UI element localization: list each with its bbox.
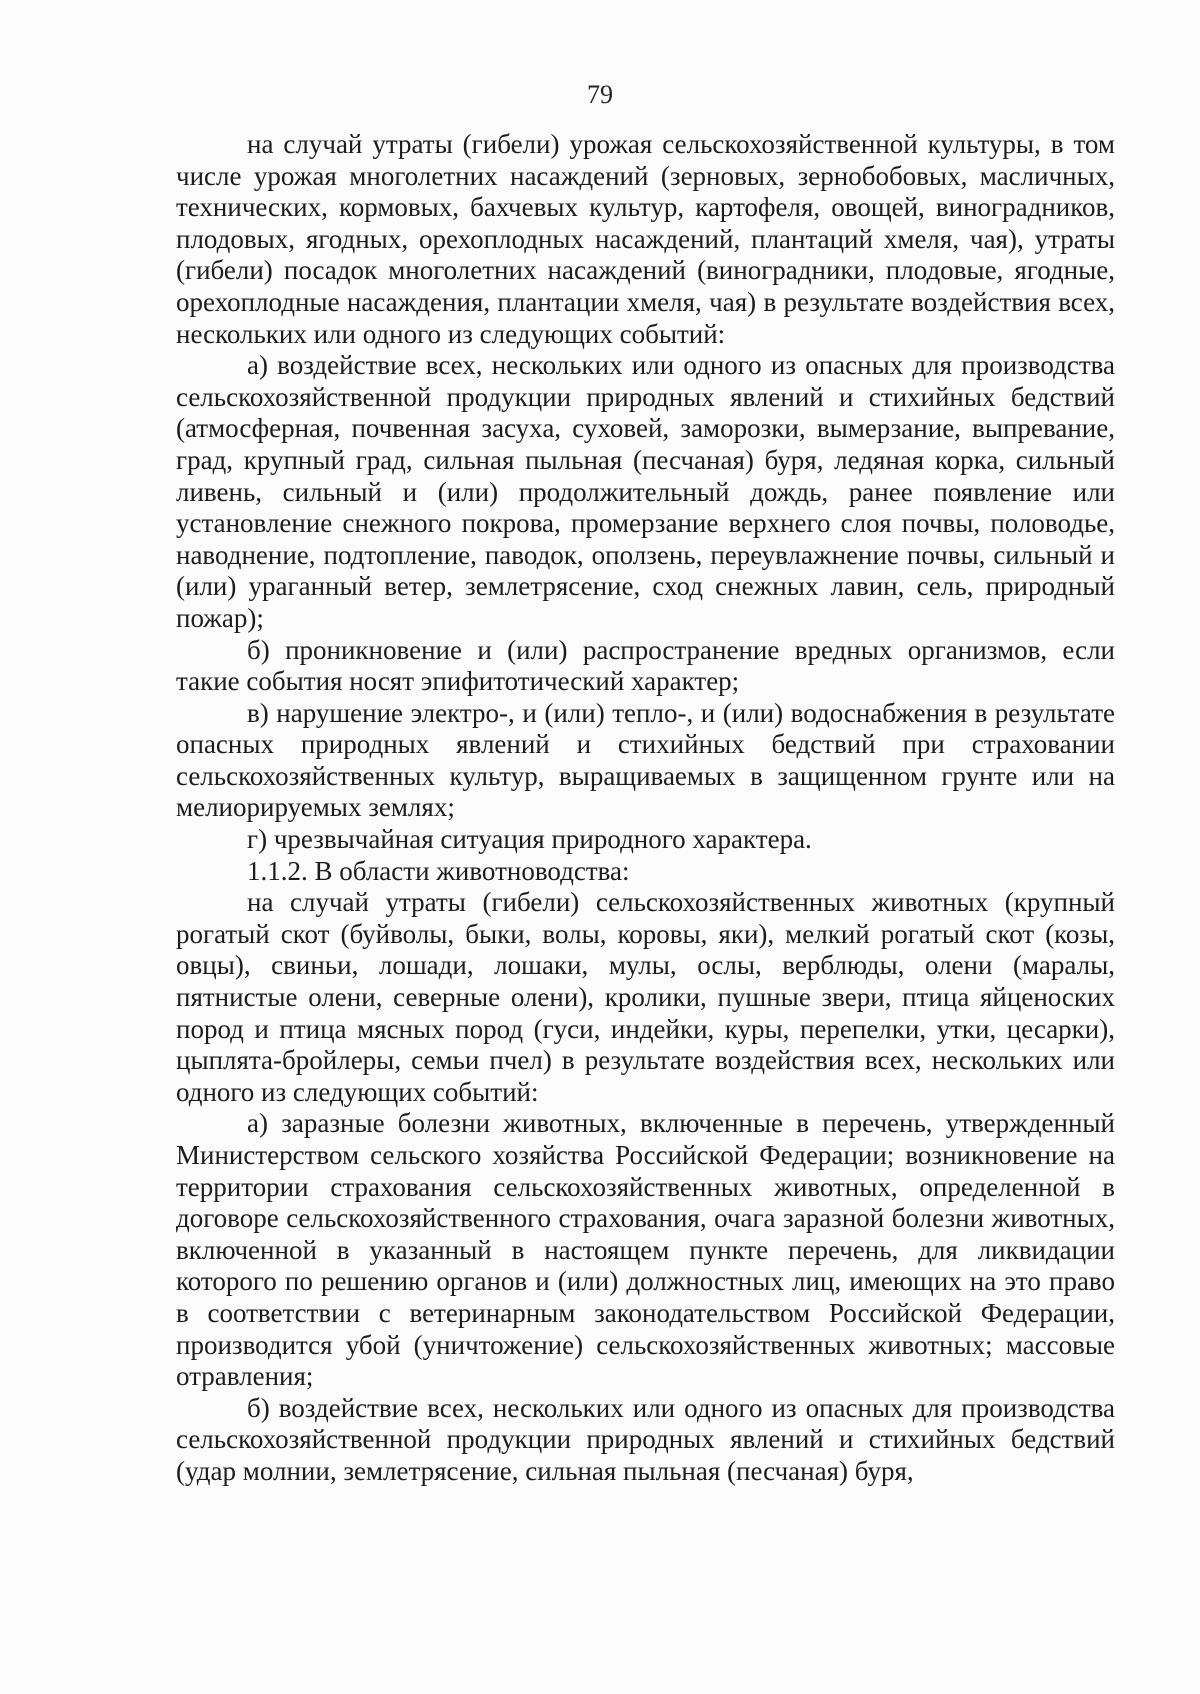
paragraph-crop-natural-hazards: а) воздействие всех, нескольких или одного из опасных для производства сельскохозяйственной продукции природных явлений и стихийных бедствий (атмосферная, почвенная засуха, суховей, заморозки, вымерзание, выпревание, град, крупный град, сильная пыльная (песчаная) буря, ледяная корка, сильный ливень, сильный и (или) продолжительный дождь, ранее появление или установление снежного покрова, промерзание верхнего слоя почвы, половодье, наводнение, подтопление, паводок, оползень, переувлажнение почвы, сильный и (или) ураганный ветер, землетрясение, сход снежных лавин, сель, природный пожар); <box>176 350 1115 633</box>
page-number: 79 <box>587 80 613 109</box>
paragraph-crop-emergency: г) чрезвычайная ситуация природного характера. <box>247 824 812 855</box>
document-body <box>176 129 1115 1488</box>
section-heading-livestock: 1.1.2. В области животноводства: <box>247 855 630 886</box>
paragraph-crop-utilities: в) нарушение электро-, и (или) тепло-, и (или) водоснабжения в результате опасных природных явлений и стихийных бедствий при страховании сельскохозяйственных культур, выращиваемых в защищенном грунте или на мелиорируемых землях; <box>176 697 1115 823</box>
paragraph-livestock-diseases: а) заразные болезни животных, включенные в перечень, утвержденный Министерством сельского хозяйства Российской Федерации; возникновение на территории страхования сельскохозяйственных животных, определенной в договоре сельскохозяйственного страхования, очага заразной болезни животных, включенной в указанный в настоящем пункте перечень, для ликвидации которого по решению органов и (или) должностных лиц, имеющих на это право в соответствии с ветеринарным законодательством Российской Федерации, производится убой (уничтожение) сельскохозяйственных животных; массовые отравления; <box>176 1108 1115 1392</box>
paragraph-livestock-natural-hazards: б) воздействие всех, нескольких или одного из опасных для производства сельскохозяйственной продукции природных явлений и стихийных бедствий (удар молнии, землетрясение, сильная пыльная (песчаная) буря, <box>176 1392 1115 1486</box>
paragraph-crop-pests: б) проникновение и (или) распространение вредных организмов, если такие события носят эпифитотический характер; <box>176 634 1115 697</box>
paragraph-livestock-intro: на случай утраты (гибели) сельскохозяйственных животных (крупный рогатый скот (буйволы, быки, волы, коровы, яки), мелкий рогатый скот (козы, овцы), свиньи, лошади, лошаки, мулы, ослы, верблюды, олени (маралы, пятнистые олени, северные олени), кролики, пушные звери, птица яйценоских пород и птица мясных пород (гуси, индейки, куры, перепелки, утки, цесарки), цыплята-бройлеры, семьи пчел) в результате воздействия всех, нескольких или одного из следующих событий: <box>176 887 1115 1107</box>
paragraph-crop-insurance-intro: на случай утраты (гибели) урожая сельскохозяйственной культуры, в том числе урожая многолетних насаждений (зерновых, зернобобовых, масличных, технических, кормовых, бахчевых культур, картофеля, овощей, виноградников, плодовых, ягодных, орехоплодных насаждений, плантаций хмеля, чая), утраты (гибели) посадок многолетних насаждений (виноградники, плодовые, ягодные, орехоплодные насаждения, плантации хмеля, чая) в результате воздействия всех, нескольких или одного из следующих событий: <box>176 129 1115 349</box>
